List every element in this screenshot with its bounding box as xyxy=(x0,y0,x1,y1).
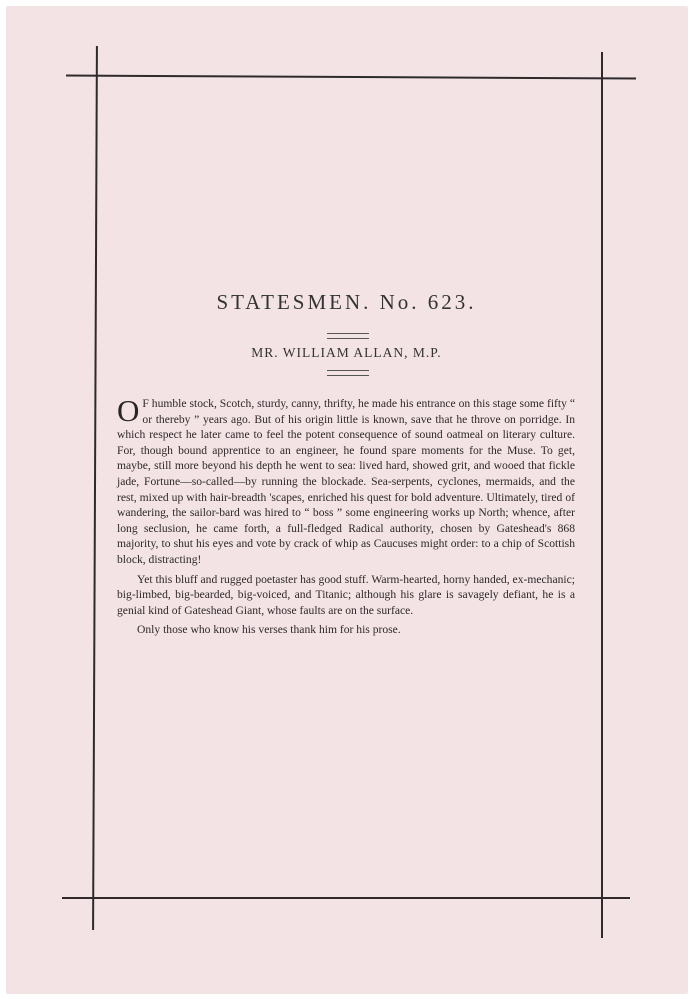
paragraph-1 xyxy=(117,393,575,568)
paragraph-1-text: F humble stock, Scotch, sturdy, canny, thrifty, he made his entrance on this stage some fifty “ or thereby ” years ago. But of his origin little is known, save that he throve on porridge. In which respect he later came to feel the potent consequence of sound oatmeal on literary culture. For, though bound apprentice to an engineer, he found spare moments for the Muse. To get, maybe, still more beyond his depth he went to sea: lived hard, showed grit, and wooed that fickle jade, Fortune—so-called—by running the blockade. Sea-serpents, cyclones, mermaids, and the rest, mixed up with hair-breadth 'scapes, enriched his quest for bold adventure. Ultimately, tired of wandering, the sailor-bard was hired to “ boss ” some engineering works up North; whence, after long seclusion, he came forth, a full-fledged Radical authority, chosen by Gateshead's 868 majority, to shut his eyes and vote by crack of whip as Caucuses might order: to a chip of Scottish block, distracting! xyxy=(117,397,575,566)
page-title: STATESMEN. No. 623. xyxy=(216,290,477,314)
subtitle-divider xyxy=(327,370,369,376)
drop-cap: O xyxy=(117,393,140,428)
title-divider xyxy=(327,333,369,339)
frame-rule-bottom xyxy=(62,897,630,899)
frame-rule-right xyxy=(601,52,603,938)
article-body xyxy=(117,393,575,642)
paragraph-2: Yet this bluff and rugged poetaster has good stuff. Warm-hearted, horny handed, ex-mechanic; big-limbed, big-bearded, big-voiced, and Titanic; although his glare is savagely defiant, he is a genial kind of Gateshead Giant, whose faults are on the surface. xyxy=(117,572,575,617)
paragraph-3: Only those who know his verses thank him for his prose. xyxy=(137,623,401,637)
page-subtitle: MR. WILLIAM ALLAN, M.P. xyxy=(251,345,442,360)
